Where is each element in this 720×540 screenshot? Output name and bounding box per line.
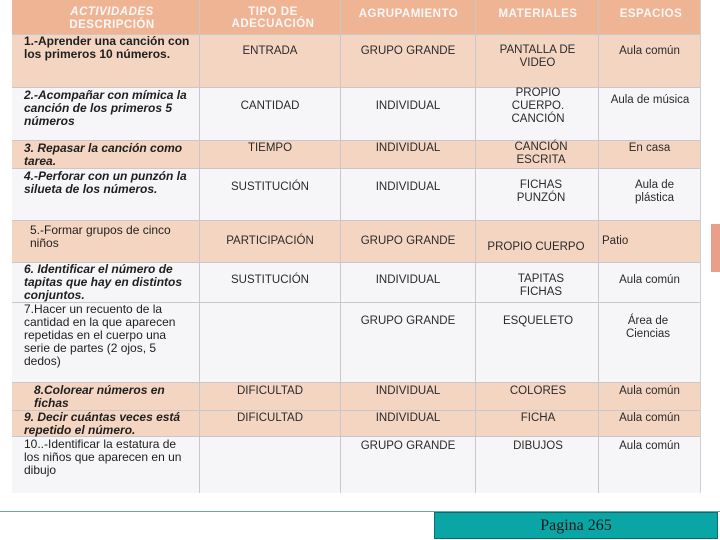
- page-number-label: Pagina 265: [540, 516, 612, 534]
- materiales-cell: PROPIO CUERPO. CANCIÓN: [511, 86, 565, 125]
- tipo-cell: SUSTITUCIÓN: [231, 180, 309, 193]
- activity-7: 7.Hacer un recuento de la cantidad en la que aparecen repetidas en el cuerpo una serie de partes (2 ojos, 5 dedos): [24, 302, 176, 368]
- materiales-cell: FICHA: [520, 411, 556, 424]
- espacios-cell: En casa: [628, 141, 671, 154]
- tipo-cell: DIFICULTAD: [236, 384, 304, 397]
- agrupamiento-cell: GRUPO GRANDE: [360, 439, 456, 452]
- espacios-cell: Aula común: [619, 384, 680, 397]
- header-tipo: TIPO DE ADECUACIÓN: [231, 6, 315, 30]
- espacios-cell: Aula común: [619, 44, 680, 57]
- agrupamiento-cell: INDIVIDUAL: [375, 411, 441, 424]
- activity-4: 4.-Perforar con un punzón la silueta de los números.: [24, 169, 187, 196]
- materiales-cell: FICHAS PUNZÓN: [516, 179, 566, 204]
- agrupamiento-cell: INDIVIDUAL: [375, 273, 441, 286]
- tipo-cell: PARTICIPACIÓN: [226, 234, 314, 247]
- page-number-footer: [434, 512, 718, 539]
- espacios-cell: Aula común: [619, 439, 680, 452]
- espacios-cell: Área de Ciencias: [625, 315, 671, 340]
- activity-5: 5.-Formar grupos de cinco niños: [30, 223, 171, 250]
- tipo-cell: TIEMPO: [247, 141, 293, 154]
- tipo-cell: DIFICULTAD: [236, 411, 304, 424]
- agrupamiento-cell: INDIVIDUAL: [375, 384, 441, 397]
- agrupamiento-cell: INDIVIDUAL: [375, 141, 441, 154]
- agrupamiento-cell: GRUPO GRANDE: [360, 314, 456, 327]
- agrupamiento-cell: INDIVIDUAL: [375, 180, 441, 193]
- materiales-cell: TAPITAS FICHAS: [517, 273, 565, 298]
- activity-3: 3. Repasar la canción como tarea.: [24, 141, 183, 168]
- tipo-cell: SUSTITUCIÓN: [231, 273, 309, 286]
- activity-6: 6. Identificar el número de tapitas que hay en distintos conjuntos.: [24, 262, 183, 302]
- activity-2: 2.-Acompañar con mímica la canción de los primeros 5 números: [24, 88, 187, 128]
- espacios-cell: Patio: [602, 234, 629, 247]
- espacios-cell: Aula común: [619, 273, 680, 286]
- scanned-table: [12, 0, 701, 493]
- agrupamiento-cell: GRUPO GRANDE: [360, 44, 456, 57]
- espacios-cell: Aula de plástica: [634, 179, 674, 204]
- tipo-cell: ENTRADA: [242, 44, 298, 57]
- espacios-cell: Aula común: [619, 411, 680, 424]
- agrupamiento-cell: INDIVIDUAL: [375, 99, 441, 112]
- activity-8: 8.Colorear números en fichas: [34, 383, 165, 410]
- materiales-cell: ESQUELETO: [502, 314, 574, 327]
- agrupamiento-cell: GRUPO GRANDE: [360, 234, 456, 247]
- materiales-cell: CANCIÓN ESCRITA: [514, 141, 568, 166]
- activity-10: 10..-Identificar la estatura de los niños que aparecen en un dibujo: [24, 437, 182, 477]
- activity-1: 1.-Aprender una canción con los primeros 10 números.: [24, 34, 190, 61]
- materiales-cell: PROPIO CUERPO: [487, 240, 585, 253]
- row-divider: [12, 220, 700, 221]
- materiales-cell: DIBUJOS: [513, 439, 563, 452]
- tipo-cell: CANTIDAD: [240, 99, 300, 112]
- materiales-cell: COLORES: [509, 384, 567, 397]
- header-agrupamiento: AGRUPAMIENTO: [358, 8, 459, 20]
- espacios-cell: Aula de música: [610, 93, 690, 106]
- tipo-cell: [200, 312, 340, 330]
- header-descripcion: DESCRIPCIÓN: [69, 19, 155, 31]
- activity-9: 9. Decir cuántas veces está repetido el número.: [24, 410, 181, 437]
- col-divider: [475, 0, 476, 493]
- tipo-cell: [200, 438, 340, 454]
- scan-edge-mark: [711, 224, 720, 272]
- header-espacios: ESPACIOS: [619, 8, 683, 20]
- header-actividades: ACTIVIDADES: [70, 6, 154, 18]
- header-materiales: MATERIALES: [498, 8, 578, 20]
- materiales-cell: PANTALLA DE VIDEO: [499, 44, 576, 69]
